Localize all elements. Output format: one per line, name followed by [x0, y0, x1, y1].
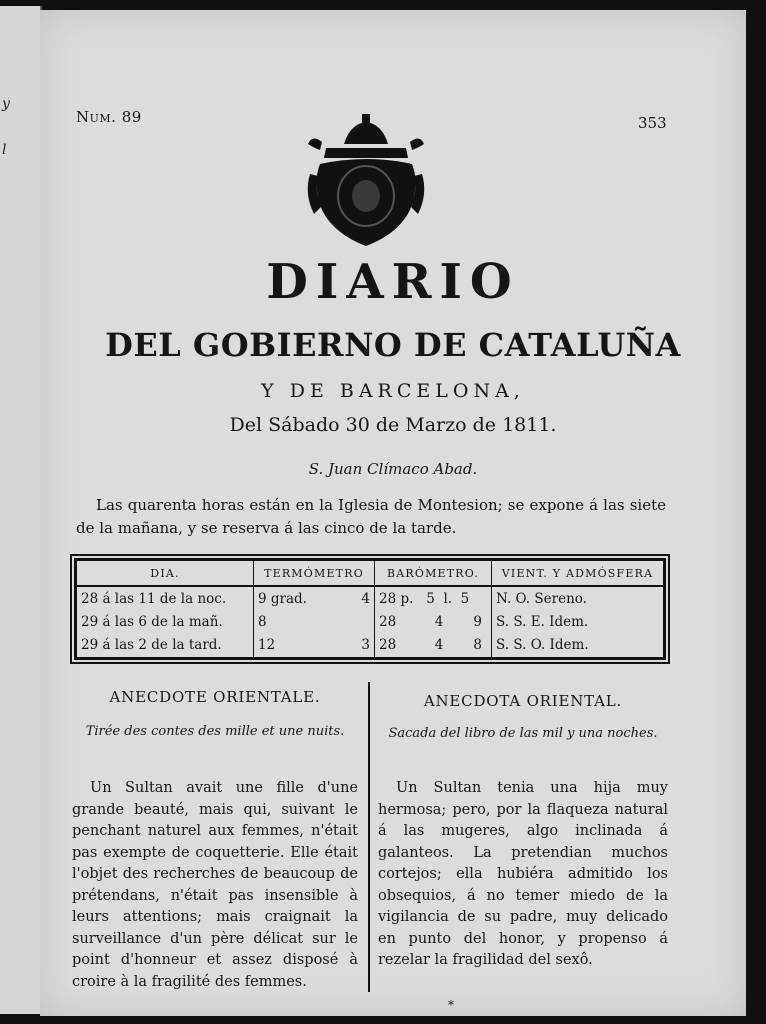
- thermo-frac-cell: [352, 610, 375, 633]
- left-page-fragment: l: [2, 142, 7, 158]
- table-row: [76, 634, 665, 659]
- royal-crest-icon: [304, 114, 428, 248]
- table-header-wind: VIENT. Y ADMÓSFERA: [492, 560, 665, 587]
- day-cell: 29 á las 2 de la tard.: [76, 634, 254, 659]
- saint-of-day: S. Juan Clímaco Abad.: [308, 460, 478, 478]
- newspaper-page: [40, 10, 746, 1016]
- left-page-fragment: y: [2, 96, 10, 112]
- table-header-barometer: BARÓMETRO.: [375, 560, 492, 587]
- masthead-title: DIARIO: [266, 254, 520, 310]
- masthead-subtitle: DEL GOBIERNO DE CATALUÑA: [105, 326, 681, 364]
- day-cell: 28 á las 11 de la noc.: [76, 586, 254, 610]
- table-header-day: DIA.: [76, 560, 254, 587]
- french-article-body: Un Sultan avait une fille d'une grande beauté, mais qui, suivant le penchant naturel aux femmes, n'était pas exempte de coquetterie. Elle était l'objet des recherches de beaucoup de prétendans, n'était pas insensible à leurs attentions; mais craignait la surveillance d'un père délicat sur le point d'honneur et assez disposé à croire à la fragilité des femmes.: [72, 780, 358, 990]
- weather-table: [74, 558, 666, 660]
- left-page-edge: [0, 6, 42, 1014]
- thermo-cell: 12: [258, 637, 276, 654]
- printer-mark: *: [448, 998, 454, 1012]
- french-article-subtitle: Tirée des contes des mille et une nuits.: [85, 724, 345, 739]
- french-article-title: ANECDOTE ORIENTALE.: [109, 688, 321, 706]
- baro-cell: 28 4 8: [375, 634, 492, 659]
- spanish-article-title: ANECDOTA ORIENTAL.: [423, 692, 623, 710]
- table-header-thermometer: TERMÓMETRO: [254, 560, 375, 587]
- thermo-cell: 9 grad.: [258, 590, 307, 607]
- wind-cell: N. O. Sereno.: [496, 590, 587, 607]
- spanish-article-subtitle: Sacada del libro de las mil y una noches.: [388, 726, 658, 741]
- thermo-cell: 8: [258, 613, 267, 630]
- issue-number: Num. 89: [76, 108, 142, 126]
- day-cell: 29 á las 6 de la mañ.: [76, 610, 254, 633]
- issue-date: Del Sábado 30 de Marzo de 1811.: [229, 414, 557, 436]
- column-divider: [368, 682, 370, 992]
- page-number: 353: [638, 114, 667, 132]
- baro-cell: 28 4 9: [375, 610, 492, 633]
- wind-cell: S. S. O. Idem.: [496, 637, 589, 654]
- thermo-frac-cell: 3: [352, 634, 375, 659]
- thermo-frac-cell: 4: [352, 586, 375, 610]
- table-row: [76, 610, 665, 633]
- spanish-article-body: Un Sultan tenia una hija muy hermosa; pero, por la flaqueza natural á las mugeres, algo inclinada á galanteos. La pretendian muchos cortejos; ella hubiéra admitido los obsequios, á no temer miedo de la vigilancia de su padre, muy delicado en punto del honor, y propenso á rezelar la fragilidad del sexô.: [378, 780, 668, 968]
- baro-cell: 28 p. 5 l. 5: [375, 586, 492, 610]
- masthead-subtitle-2: Y DE BARCELONA,: [261, 380, 525, 402]
- table-row: [76, 586, 665, 610]
- wind-cell: S. S. E. Idem.: [496, 613, 589, 630]
- church-notice: Las quarenta horas están en la Iglesia de Montesion; se expone á las siete de la mañana, y se reserva á las cinco de la tarde.: [76, 496, 666, 537]
